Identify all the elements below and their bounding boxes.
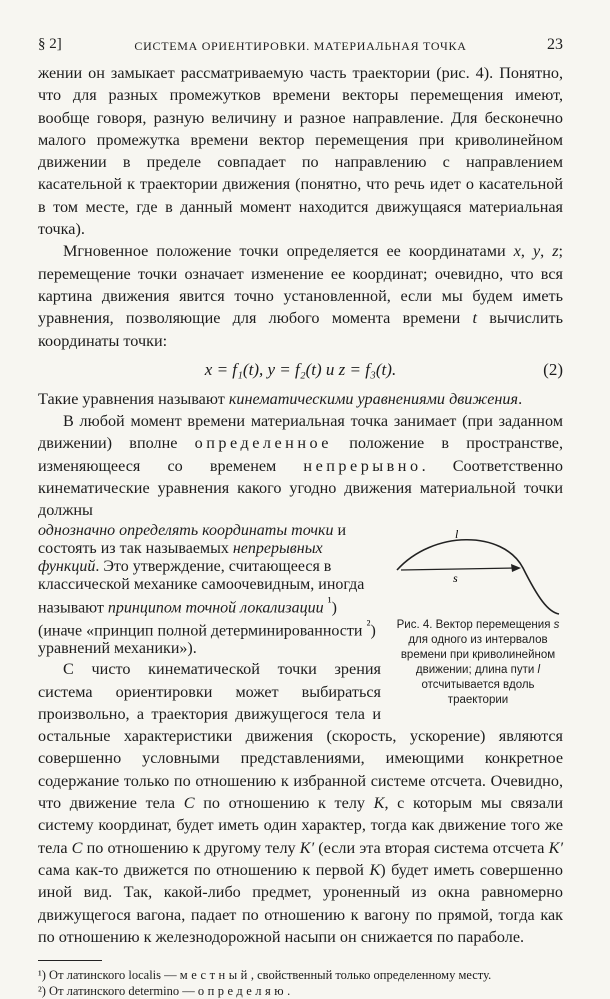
footnote-1: ¹) От латинского localis — местный, свойственный только определенному месту. [38, 968, 492, 983]
trajectory-curve [397, 539, 559, 613]
running-title: СИСТЕМА ОРИЕНТИРОВКИ. МАТЕРИАЛЬНАЯ ТОЧКА [134, 39, 467, 53]
paragraph-2: Мгновенное положение точки определяется ее координатами x, y, z; перемещение точки означает изменение ее координат; очевидно, что вся картина движения явится точно установленной, если мы будем иметь уравнения, позволяющие для любого момента времени t вычислить координаты точки: [38, 242, 564, 350]
paragraph-1: жении он замыкает рассматриваемую часть траектории (рис. 4). Понятно, что для разных промежутков времени векторы перемещения имеют, вообще говоря, разную величину и разное направление. Для бесконечно малого промежутка времени вектор перемещения при криволинейном движении в пределе совпадает по направлению с направлением касательной к траектории движения (понятно, что речь идет о касательной в том месте, где в данный момент находится движущаяся материальная точка). [38, 64, 563, 239]
displacement-vector [401, 568, 517, 570]
footnote-2: ²) От латинского determino — определяю. [38, 984, 291, 999]
section-number: § 2] [38, 36, 62, 52]
label-displacement: s [453, 570, 458, 585]
running-header [38, 30, 563, 62]
footnote-divider [38, 960, 102, 961]
figure-caption: Рис. 4. Вектор перемещения s для одного из интервалов времени при криволинейном движении; длина пути l отсчитывается вдоль траектории [396, 618, 560, 706]
figure-4 [393, 524, 563, 708]
trajectory-diagram [393, 524, 563, 616]
paragraph-3: Такие уравнения называют кинематическими уравнениями движения. [38, 389, 523, 408]
equation-2 [38, 356, 563, 386]
label-path-length: l [455, 526, 459, 541]
vector-arrowhead [511, 564, 521, 572]
equation-body: x = f₁(t), y = f₂(t) и z = f₃(t). [204, 359, 397, 379]
page-number: 23 [547, 36, 563, 53]
term-kinematic-equations: кинематическими уравнениями движения [228, 389, 519, 408]
paragraph-5: С чисто кинематической точки зрения система ориентировки может выбираться произвольно, а траектория движущегося тела и остальные характеристики движения (скорость, ускорение) являются совершенно условными представлениями, имеющими конкретное содержание только по отношению к избранной системе отсчета. Очевидно, что движение тела C по отношению к телу K, с которым мы связали систему координат, будет иметь один характер, тогда как движение того же тела C по отношению к другому телу K′ (если эта вторая система отсчета K′ сама как-то движется по отношению к первой K) будет иметь совершенно иной вид. Так, какой-либо предмет, уроненный из окна равномерно движущегося вагона, падает по отношению к вагону по прямой, тогда как по отношению к железнодорожной насыпи он снижается по параболе. [38, 660, 563, 946]
equation-number: (2) [543, 359, 563, 379]
paragraph-4: В любой момент времени материальная точка занимает (при заданном движении) вполне определенное положение в пространстве, изменяющееся со временем непрерывно. Соответственно кинематические уравнения какого угодно движения материальной точки должны [38, 412, 564, 520]
book-page: § 2] СИСТЕМА ОРИЕНТИРОВКИ. МАТЕРИАЛЬНАЯ ТОЧКА 23 жении он замыкает рассматриваемую часть траектории (рис. 4). Понятно, что для разных промежутков времени векторы перемещения имеют, вообще говоря, разную величину и разное направление. Для бесконечно малого промежутка времени вектор перемещения при криволинейном движении в пределе совпадает по направлению с направлением касательной к траектории движения (понятно, что речь идет о касательной в том месте, где в данный момент находится движущаяся материальная точка). Мгновенное положение точки определяется ее координатами x, y, z; перемещение точки означает изменение ее координат; очевидно, что вся картина движения явится точно установленной, если мы будем иметь уравнения, позволяющие для любого момента времени t вычислить координаты точки: x = f₁(t), y = f₂(t) и z = f₃(t). (2) Такие уравнения называют кинематическими уравнениями движения. В любой момент времени материальная точка занимает (при заданном движении) вполне определенное положение в пространстве, изменяющееся со временем непрерывно. Соответственно кинематические уравнения какого угодно движения материальной точки должны l s Рис. 4. Вектор перемещения s для одного из интервалов времени при криволинейном движении; длина пути l отсчитывается вдоль траектории однозначно определять координаты точки и состоять из так называемых непрерывных функций. Это утверждение, считающееся в классической механике самоочевидным, иногда называют принципом точной локализации $^{^1}$) (иначе «принцип полной детерминированности $^{^2}$) уравнений механики»). С чисто кинематической точки зрения система ориентировки может выбираться произвольно, а траектория движущегося тела и остальные характеристики движения (скорость, ускорение) являются совершенно условными представлениями, имеющими конкретное содержание только по отношению к избранной системе отсчета. Очевидно, что движение тела C по отношению к телу K, с которым мы связали систему координат, будет иметь один характер, тогда как движение того же тела C по отношению к другому телу K′ (если эта вторая система отсчета K′ сама как-то движется по отношению к первой K) будет иметь совершенно иной вид. Так, какой-либо предмет, уроненный из окна равномерно движущегося вагона, падает по отношению к вагону по прямой, тогда как по отношению к железнодорожной насыпи он снижается по параболе. ¹) От латинского localis — местный, свойственный только определенному месту. ²) От латинского determino — определяю. [38, 30, 563, 999]
